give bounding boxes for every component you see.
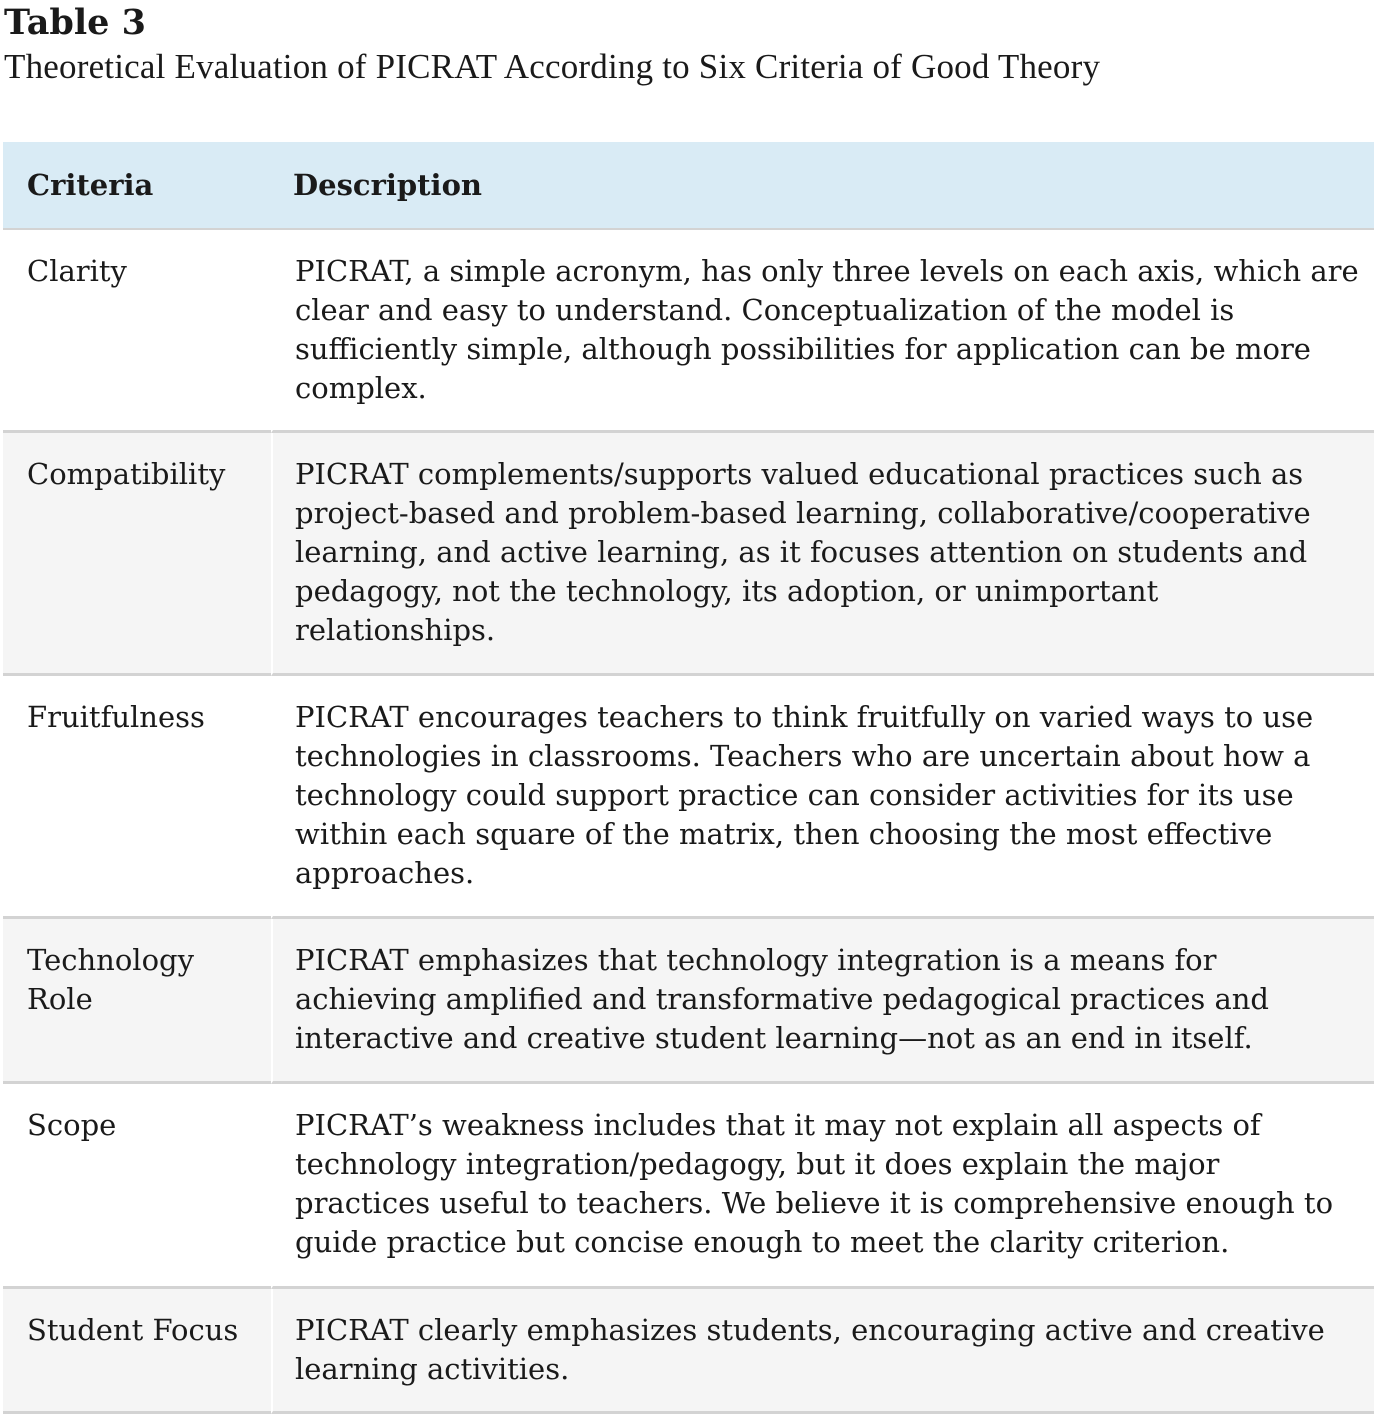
criteria-table — [3, 142, 1374, 1414]
criteria-cell: Fruitfulness — [3, 676, 271, 919]
criteria-cell: Scope — [3, 1084, 271, 1289]
table-row — [3, 230, 1374, 433]
description-cell: PICRAT emphasizes that technology integration is a means for achieving amplified and transformative pedagogical practices and interactive and creative student learning—not as an end in itself. — [271, 919, 1374, 1084]
table-caption — [4, 2, 1374, 90]
table-row — [3, 919, 1374, 1084]
table-number: Table 3 — [4, 2, 146, 43]
criteria-cell: Student Focus — [3, 1289, 271, 1414]
criteria-cell: Clarity — [3, 230, 271, 433]
description-cell: PICRAT complements/supports valued educational practices such as project-based and problem-based learning, collaborative/cooperative learning, and active learning, as it focuses attention on students and pedagogy, not the technology, its adoption, or unimportant relationships. — [271, 433, 1374, 676]
description-cell: PICRAT, a simple acronym, has only three levels on each axis, which are clear and easy to understand. Conceptualization of the model is sufficiently simple, although possibilities for application can be more complex. — [271, 230, 1374, 433]
description-cell: PICRAT encourages teachers to think fruitfully on varied ways to use technologies in classrooms. Teachers who are uncertain about how a technology could support practice can consider activities for its use within each square of the matrix, then choosing the most effective approaches. — [271, 676, 1374, 919]
criteria-cell: Compatibility — [3, 433, 271, 676]
description-cell: PICRAT clearly emphasizes students, encouraging active and creative learning activities. — [271, 1289, 1374, 1414]
table-row — [3, 676, 1374, 919]
table-title: Theoretical Evaluation of PICRAT According to Six Criteria of Good Theory — [4, 47, 1101, 86]
header-description: Description — [271, 142, 1374, 230]
table-row — [3, 1289, 1374, 1414]
header-row — [3, 142, 1374, 230]
header-criteria: Criteria — [3, 142, 271, 230]
table-row — [3, 1084, 1374, 1289]
description-cell: PICRAT’s weakness includes that it may not explain all aspects of technology integration/pedagogy, but it does explain the major practices useful to teachers. We believe it is comprehensive enough to guide practice but concise enough to meet the clarity criterion. — [271, 1084, 1374, 1289]
table-row — [3, 433, 1374, 676]
criteria-cell: Technology Role — [3, 919, 271, 1084]
